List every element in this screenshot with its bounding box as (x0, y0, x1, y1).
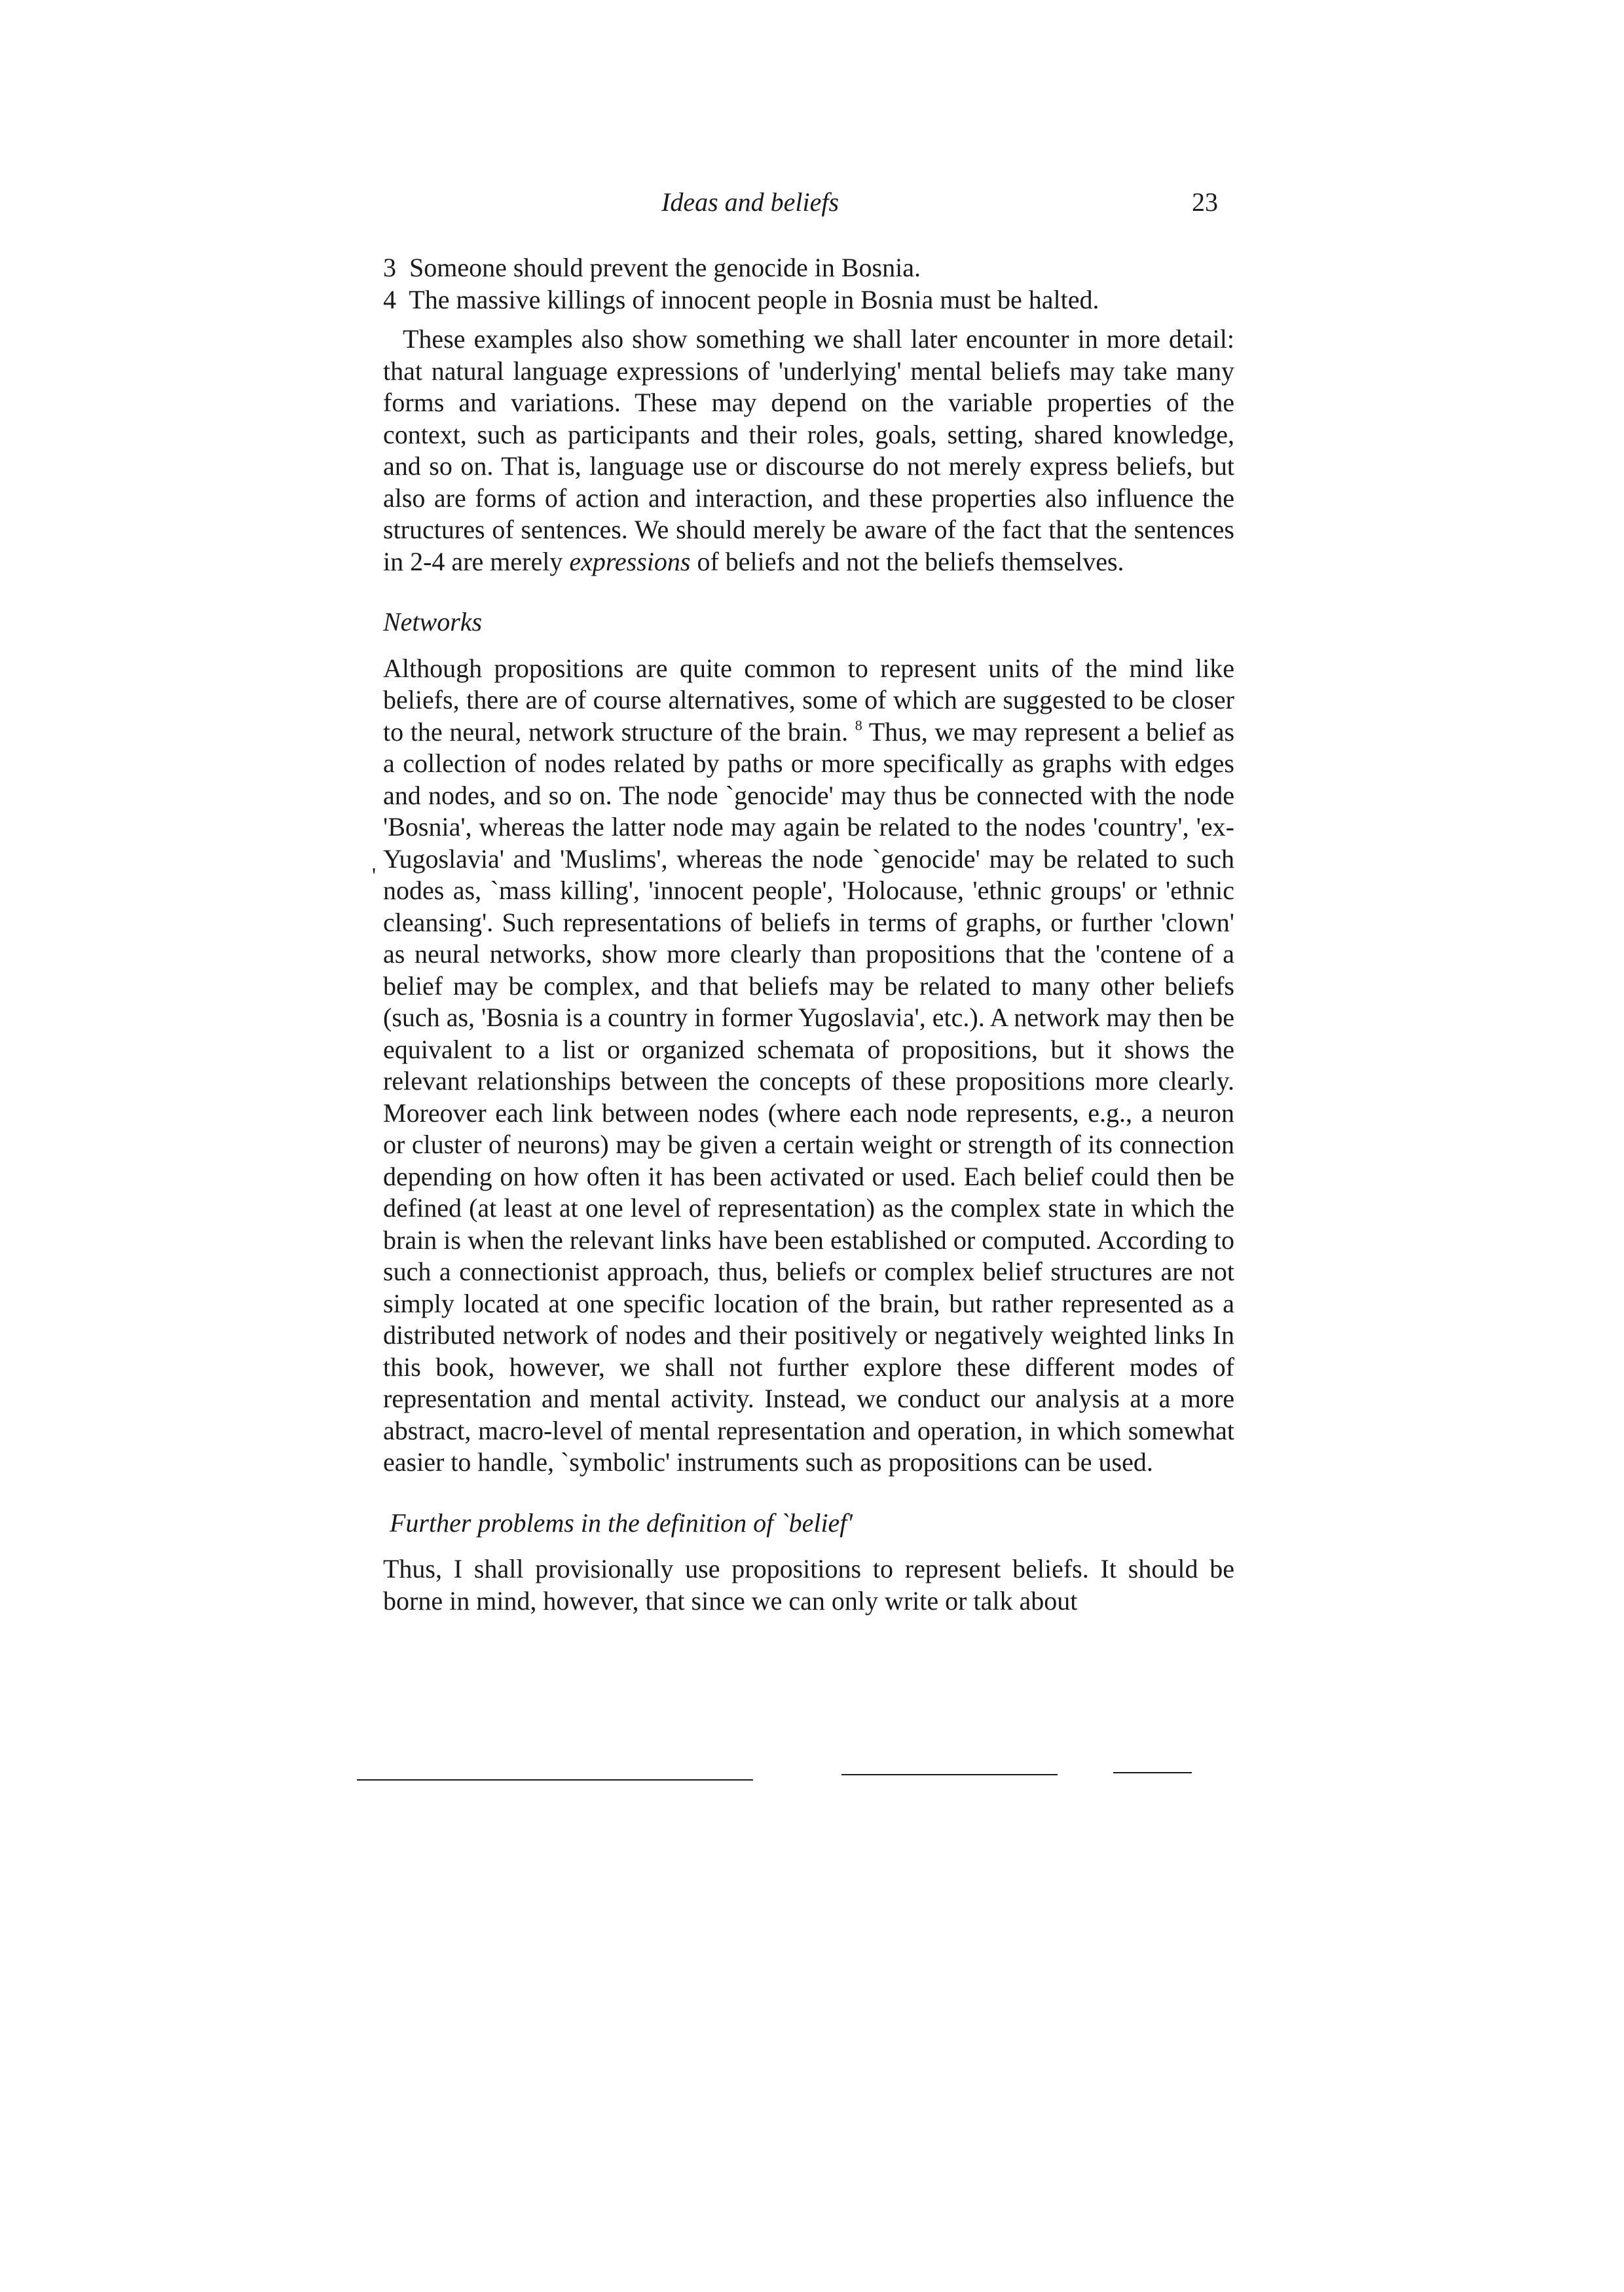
body-text (383, 252, 1234, 1617)
page-number: 23 (1192, 187, 1218, 217)
example-number: 3 (383, 253, 396, 282)
example-text: The massive killings of innocent people in Bosnia must be halted. (409, 284, 1099, 314)
paragraph-networks (383, 653, 1234, 1479)
paragraph-text: These examples also show something we shall later encounter in more detail: that natural language expressions of 'underlying' mental beliefs may take many forms and variations. These may depend on the variable properties of the context, such as participants and their roles, goals, setting, shared knowledge, and so on. That is, language use or discourse do not merely express beliefs, but also are forms of action and interaction, and these properties also influence the structures of sentences. We should merely be aware of the fact that the sentences in 2-4 are merely (383, 324, 1234, 576)
horizontal-rule (841, 1774, 1058, 1775)
paragraph-text: Although propositions are quite common to represent units of the mind like beliefs, there are of course alternatives, some of which are suggested to be closer to the neural, network structure of the brain. (383, 653, 1234, 747)
paragraph-text: Thus, we may represent a belief as a collection of nodes related by paths or more specifically as graphs with edges and nodes, and so on. The node `genocide' may thus be connected with the node 'Bosnia', whereas the latter node may again be related to the nodes 'country', 'ex-Yugoslavia' and 'Muslims', whereas the node `genocide' may be related to such nodes as, `mass killing', 'innocent people', 'Holocause, 'ethnic groups' or 'ethnic cleansing'. Such representations of beliefs in terms of graphs, or further 'clown' as neural networks, show more clearly than propositions that the 'contene of a belief may be complex, and that beliefs may be related to many other beliefs (such as, 'Bosnia is a country in former Yugoslavia', etc.). A network may then be equivalent to a list or organized schemata of propositions, but it shows the relevant relationships between the concepts of these propositions more clearly. Moreover each link between nodes (where each node represents, e.g., a neuron or cluster of neurons) may be given a certain weight or strength of its connection depending on how often it has been activated or used. Each belief could then be defined (at least at one level of representation) as the complex state in which the brain is when the relevant links have been established or computed. According to such a connectionist approach, thus, beliefs or complex belief structures are not simply located at one specific location of the brain, but rather represented as a distributed network of nodes and their positively or negatively weighted links In this book, however, we shall not further explore these different modes of representation and mental activity. Instead, we conduct our analysis at a more abstract, macro-level of mental representation and operation, in which somewhat easier to handle, `symbolic' instruments such as propositions can be used. (383, 716, 1235, 1477)
horizontal-rule (357, 1779, 753, 1781)
margin-mark: ' (372, 864, 377, 888)
paragraph-text: of beliefs and not the beliefs themselves. (690, 546, 1124, 576)
running-head-title: Ideas and beliefs (661, 187, 840, 217)
example-text: Someone should prevent the genocide in Bosnia. (409, 253, 921, 282)
example-3 (383, 252, 1234, 284)
example-4 (383, 284, 1234, 316)
section-heading-further-problems: Further problems in the definition of `belief' (390, 1507, 853, 1538)
section-heading-networks: Networks (383, 607, 483, 637)
footnote-ref: 8 (855, 716, 862, 733)
paragraph-examples-discussion (383, 323, 1234, 578)
horizontal-rule (1113, 1772, 1192, 1773)
emphasis-expressions: expressions (569, 546, 691, 576)
paragraph-further-problems: Thus, I shall provisionally use propositions to represent beliefs. It should be borne in mind, however, that since we can only write or talk about (383, 1554, 1234, 1616)
example-number: 4 (383, 284, 396, 314)
